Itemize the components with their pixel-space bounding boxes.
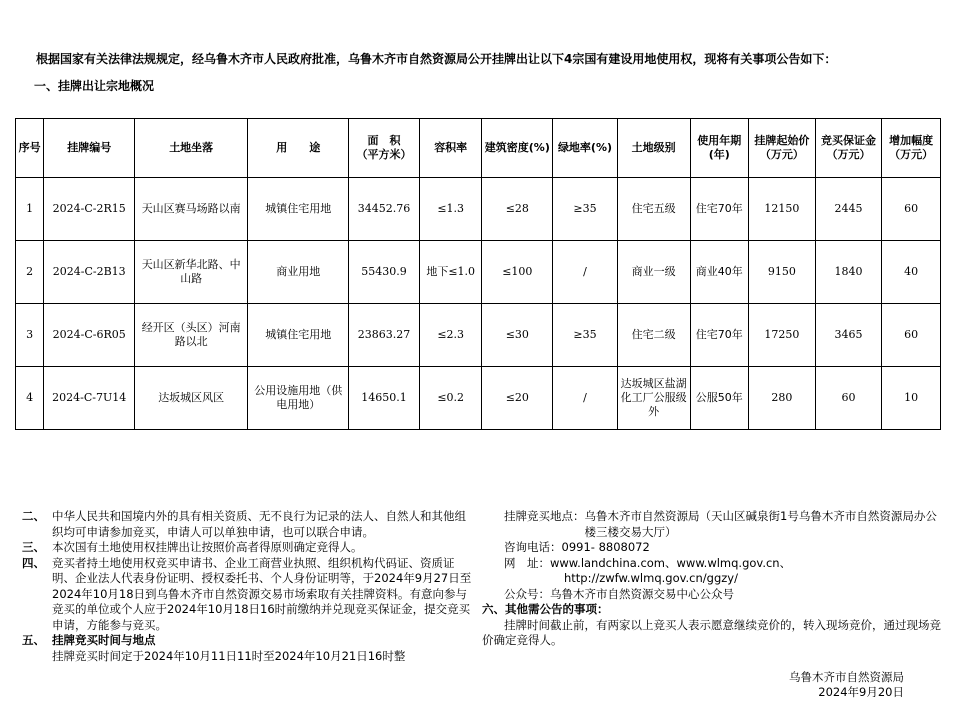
table-cell: 公服50年 <box>690 367 749 430</box>
table-cell: 1 <box>16 178 44 241</box>
column-header: 面 积 （平方米） <box>349 119 420 178</box>
table-cell: 3465 <box>815 304 882 367</box>
right-column <box>482 509 947 649</box>
table-cell: ≤2.3 <box>419 304 482 367</box>
column-header: 竞买保证金 （万元） <box>815 119 882 178</box>
table-cell: 2024-C-2R15 <box>44 178 135 241</box>
section-4-text: 竞买者持土地使用权竞买申请书、企业工商营业执照、组织机构代码证、资质证明、企业法人代表身份证明、授权委托书、个人身份证明等，于2024年9月27日至2024年10月18日到乌鲁木齐市自然资源交易市场索取有关挂牌资料。有意向参与竞买的单位或个人应于2024年10月18日16时前缴纳并兑现竞买保证金，提交竞买申请，方能参与竞买。 <box>52 555 472 632</box>
table-row <box>16 367 941 430</box>
section-2-text: 中华人民共和国境内外的具有相关资质、无不良行为记录的法人、自然人和其他组织均可申请参加竞买，申请人可以单独申请，也可以联合申请。 <box>52 509 466 539</box>
notice-intro: 根据国家有关法律法规规定，经乌鲁木齐市人民政府批准，乌鲁木齐市自然资源局公开挂牌出让以下4宗国有建设用地使用权，现将有关事项公告如下： <box>36 52 837 66</box>
table-cell: / <box>553 241 618 304</box>
table-cell: 9150 <box>749 241 816 304</box>
table-cell: 14650.1 <box>349 367 420 430</box>
place-label: 挂牌竞买地点： <box>504 509 585 523</box>
table-cell: ≤20 <box>482 367 553 430</box>
table-cell: ≤30 <box>482 304 553 367</box>
table-cell: 60 <box>882 178 941 241</box>
column-header: 用 途 <box>248 119 349 178</box>
place-text: 乌鲁木齐市自然资源局（天山区碱泉街1号乌鲁木齐市自然资源局办公楼三楼交易大厅） <box>584 509 937 539</box>
column-header: 挂牌起始价 （万元） <box>749 119 816 178</box>
table-cell: 17250 <box>749 304 816 367</box>
table-cell: 商业40年 <box>690 241 749 304</box>
table-cell: 住宅五级 <box>617 178 690 241</box>
section-number: 三、 <box>22 540 45 554</box>
section-number: 六、 <box>482 602 505 616</box>
website-link-2[interactable]: http://zwfw.wlmq.gov.cn/ggzy/ <box>564 571 738 585</box>
table-cell: / <box>553 367 618 430</box>
table-row <box>16 178 941 241</box>
table-cell: 天山区赛马场路以南 <box>135 178 248 241</box>
section-number: 五、 <box>22 633 45 647</box>
table-cell: 280 <box>749 367 816 430</box>
table-cell: 1840 <box>815 241 882 304</box>
table-header-row <box>16 119 941 178</box>
table-cell: 住宅70年 <box>690 178 749 241</box>
table-cell: ≤28 <box>482 178 553 241</box>
table-cell: 40 <box>882 241 941 304</box>
table-cell: 2024-C-2B13 <box>44 241 135 304</box>
table-cell: 公用设施用地（供电用地） <box>248 367 349 430</box>
table-cell: 达坂城区盐湖化工厂公服级外 <box>617 367 690 430</box>
section-6-text: 挂牌时间截止前，有两家以上竞买人表示愿意继续竞价的，转入现场竞价，通过现场竞价确定竞得人。 <box>482 617 941 647</box>
table-cell: 地下≤1.0 <box>419 241 482 304</box>
table-cell: 60 <box>882 304 941 367</box>
table-cell: 3 <box>16 304 44 367</box>
column-header: 绿地率(%) <box>553 119 618 178</box>
signature-org: 乌鲁木齐市自然资源局 <box>789 670 904 684</box>
section-number: 四、 <box>22 555 45 570</box>
section-6-title: 其他需公告的事项： <box>505 602 609 616</box>
column-header: 序号 <box>16 119 44 178</box>
table-cell: 住宅70年 <box>690 304 749 367</box>
signature-block <box>789 670 904 700</box>
website-link-1[interactable]: www.landchina.com、www.wlmq.gov.cn、 <box>550 555 792 570</box>
section-5-title: 挂牌竞买时间与地点 <box>52 633 156 647</box>
section-title-overview: 一、挂牌出让宗地概况 <box>34 79 155 93</box>
table-cell: 城镇住宅用地 <box>248 178 349 241</box>
table-cell: 2024-C-7U14 <box>44 367 135 430</box>
table-cell: 经开区（头区）河南路以北 <box>135 304 248 367</box>
table-cell: ≤100 <box>482 241 553 304</box>
table-cell: 城镇住宅用地 <box>248 304 349 367</box>
column-header: 增加幅度 （万元） <box>882 119 941 178</box>
table-cell: 商业一级 <box>617 241 690 304</box>
phone-text: 咨询电话：0991- 8808072 <box>504 540 650 554</box>
table-cell: 2445 <box>815 178 882 241</box>
table-cell: 2024-C-6R05 <box>44 304 135 367</box>
table-row <box>16 304 941 367</box>
website-label: 网 址： <box>504 555 550 570</box>
table-cell: 4 <box>16 367 44 430</box>
table-row <box>16 241 941 304</box>
table-cell: 23863.27 <box>349 304 420 367</box>
signature-date: 2024年9月20日 <box>818 685 904 699</box>
table-cell: 住宅二级 <box>617 304 690 367</box>
table-cell: 55430.9 <box>349 241 420 304</box>
column-header: 土地级别 <box>617 119 690 178</box>
column-header: 建筑密度(%) <box>482 119 553 178</box>
table-cell: ≥35 <box>553 178 618 241</box>
column-header: 土地坐落 <box>135 119 248 178</box>
section-5-text: 挂牌竞买时间定于2024年10月11日11时至2024年10月21日16时整 <box>52 648 406 663</box>
column-header: 使用年期 (年) <box>690 119 749 178</box>
section-number: 二、 <box>22 509 45 523</box>
table-cell: 34452.76 <box>349 178 420 241</box>
table-cell: ≤1.3 <box>419 178 482 241</box>
column-header: 挂牌编号 <box>44 119 135 178</box>
table-cell: 2 <box>16 241 44 304</box>
table-cell: 12150 <box>749 178 816 241</box>
table-cell: 达坂城区风区 <box>135 367 248 430</box>
wechat-text: 公众号：乌鲁木齐市自然资源交易中心公众号 <box>504 586 734 601</box>
land-parcel-table <box>15 118 941 430</box>
table-cell: ≤0.2 <box>419 367 482 430</box>
table-cell: ≥35 <box>553 304 618 367</box>
table-cell: 商业用地 <box>248 241 349 304</box>
table-cell: 60 <box>815 367 882 430</box>
section-3-text: 本次国有土地使用权挂牌出让按照价高者得原则确定竞得人。 <box>52 540 363 554</box>
table-cell: 天山区新华北路、中山路 <box>135 241 248 304</box>
column-header: 容积率 <box>419 119 482 178</box>
table-cell: 10 <box>882 367 941 430</box>
left-column <box>22 509 477 664</box>
